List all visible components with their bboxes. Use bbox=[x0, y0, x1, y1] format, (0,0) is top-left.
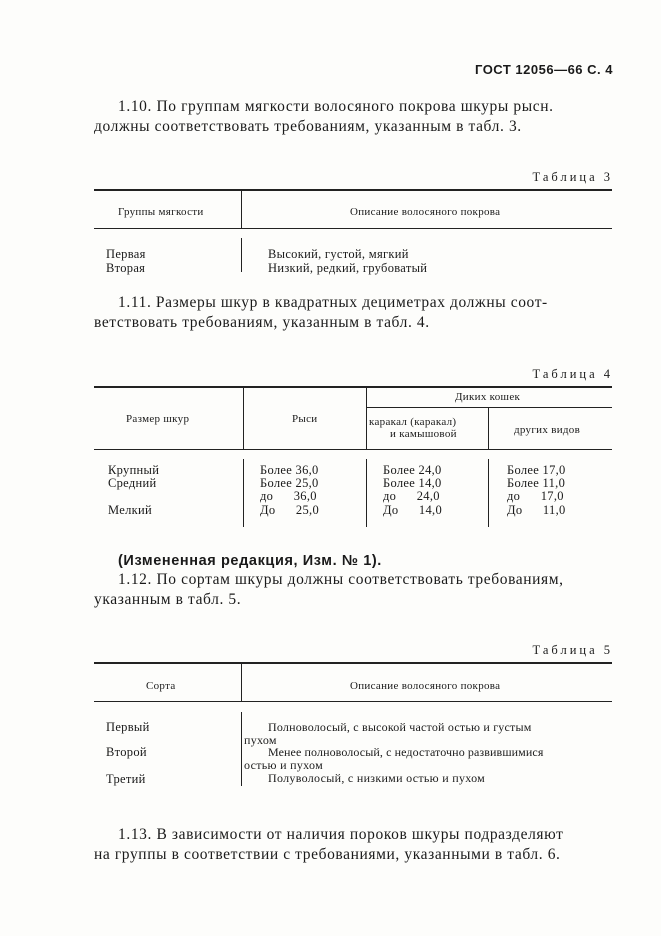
table-4-col-size: Размер шкур bbox=[126, 413, 190, 425]
table-4-lynx-1: Более 36,0 bbox=[260, 463, 319, 477]
table-4-lynx-4: До 25,0 bbox=[260, 503, 320, 517]
table-4-body-divider-3 bbox=[488, 459, 489, 527]
table-3-row-2-group: Вторая bbox=[106, 261, 146, 275]
table-4-top-rule bbox=[94, 386, 612, 388]
table-4-caracal-4: До 14,0 bbox=[383, 503, 443, 517]
table-3-row-1-desc: Высокий, густой, мягкий bbox=[268, 247, 409, 261]
table-3-col-description: Описание волосяного покрова bbox=[350, 206, 501, 218]
table-4-size-large: Крупный bbox=[108, 463, 160, 477]
table-4-header-rule bbox=[94, 449, 612, 450]
table-5-row-2-grade: Второй bbox=[106, 745, 147, 759]
table-3-col-groups: Группы мягкости bbox=[118, 206, 204, 218]
paragraph-1-13-line-2: на группы в соответствии с требованиями, указанными в табл. 6. bbox=[94, 846, 561, 863]
table-4-other-4: До 11,0 bbox=[507, 503, 566, 517]
paragraph-1-11-line-2: ветствовать требованиям, указанным в табл. 4. bbox=[94, 314, 430, 331]
table-4-sub-other: других видов bbox=[514, 424, 581, 436]
table-4-lynx-3: до 36,0 bbox=[260, 489, 317, 503]
table-5-row-1-desc-line-1: Полноволосый, с высокой частой остью и густым bbox=[268, 720, 532, 734]
table-5-header-rule bbox=[94, 701, 612, 702]
paragraph-1-13-line-1: 1.13. В зависимости от наличия пороков шкуры подразделяют bbox=[118, 826, 564, 843]
paragraph-1-10-line-1: 1.10. По группам мягкости волосяного покрова шкуры рысн. bbox=[118, 98, 554, 115]
table-5-body-divider bbox=[241, 712, 242, 786]
paragraph-1-10-line-2: должны соответствовать требованиям, указанным в табл. 3. bbox=[94, 118, 522, 135]
table-5-row-3-grade: Третий bbox=[106, 772, 146, 786]
table-5-row-1-desc-line-2: пухом bbox=[244, 733, 277, 747]
table-5-col-description: Описание волосяного покрова bbox=[350, 680, 501, 692]
paragraph-1-12-line-1: 1.12. По сортам шкуры должны соответствовать требованиям, bbox=[118, 571, 564, 588]
table-4-other-2: Более 11,0 bbox=[507, 476, 566, 490]
table-4-size-small: Мелкий bbox=[108, 503, 152, 517]
table-3-row-2-desc: Низкий, редкий, грубоватый bbox=[268, 261, 428, 275]
table-5-row-2-desc-line-2: остью и пухом bbox=[244, 758, 323, 772]
table-3-header-divider bbox=[241, 190, 242, 228]
table-3-body-divider bbox=[241, 238, 242, 272]
table-4-other-3: до 17,0 bbox=[507, 489, 564, 503]
table-4-body-divider-1 bbox=[243, 459, 244, 527]
table-4-divider-3 bbox=[488, 408, 489, 449]
paragraph-1-11-line-1: 1.11. Размеры шкур в квадратных дециметрах должны соот- bbox=[118, 294, 548, 311]
amendment-note: (Измененная редакция, Изм. № 1). bbox=[118, 553, 382, 569]
table-4-body-divider-2 bbox=[366, 459, 367, 527]
table-4-lynx-2: Более 25,0 bbox=[260, 476, 319, 490]
paragraph-1-12-line-2: указанным в табл. 5. bbox=[94, 591, 242, 608]
table-5-top-rule bbox=[94, 662, 612, 664]
table-4-col-wild-cats: Диких кошек bbox=[455, 391, 521, 403]
table-5-row-2-desc-line-1: Менее полноволосый, с недостаточно развившимися bbox=[268, 745, 544, 759]
table-4-caracal-2: Более 14,0 bbox=[383, 476, 442, 490]
table-5-row-3-desc-line-1: Полуволосый, с низкими остью и пухом bbox=[268, 771, 486, 785]
table-5-row-1-grade: Первый bbox=[106, 720, 150, 734]
table-4-col-lynx: Рыси bbox=[292, 413, 318, 425]
table-4-sub-caracal-line-1: каракал (каракал) bbox=[369, 416, 457, 428]
table-4-divider-1 bbox=[243, 387, 244, 449]
table-4-other-1: Более 17,0 bbox=[507, 463, 566, 477]
table-5-label: Таблица 5 bbox=[532, 643, 613, 657]
table-4-size-medium: Средний bbox=[108, 476, 157, 490]
table-5-header-divider bbox=[241, 663, 242, 701]
table-3-row-1-group: Первая bbox=[106, 247, 146, 261]
page-header: ГОСТ 12056—66 С. 4 bbox=[475, 62, 613, 77]
table-4-caracal-1: Более 24,0 bbox=[383, 463, 442, 477]
table-3-label: Таблица 3 bbox=[532, 170, 613, 184]
table-4-divider-2 bbox=[366, 387, 367, 449]
table-3-top-rule bbox=[94, 189, 612, 191]
table-4-sub-caracal-line-2: и камышовой bbox=[390, 428, 457, 440]
table-4-label: Таблица 4 bbox=[532, 367, 613, 381]
table-4-caracal-3: до 24,0 bbox=[383, 489, 440, 503]
table-3-header-rule bbox=[94, 228, 612, 229]
table-5-col-grade: Сорта bbox=[146, 680, 176, 692]
table-4-subheader-rule bbox=[367, 407, 612, 408]
